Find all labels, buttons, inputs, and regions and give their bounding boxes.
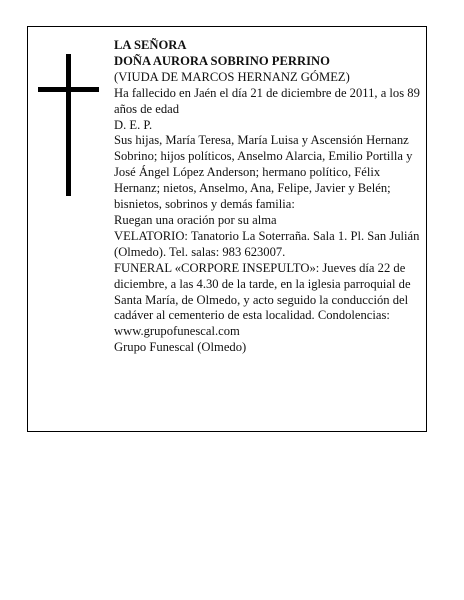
wake-paragraph: VELATORIO: Tanatorio La Soterraña. Sala 1. Pl. San Julián (Olmedo). Tel. salas: 983 623007. bbox=[114, 228, 420, 259]
cross-vertical-bar bbox=[66, 54, 71, 196]
family-paragraph: Sus hijas, María Teresa, María Luisa y Ascensión Hernanz Sobrino; hijos políticos, Anselmo Alarcia, Emilio Portilla y José Ángel López Anderson; hermano político, Félix Hernanz; nietos, Anselmo, Ana, Felipe, Javier y Belén; bisnietos, sobrinos y demás familia: bbox=[114, 133, 413, 212]
funeral-paragraph: FUNERAL «CORPORE INSEPULTO»: Jueves día 22 de diciembre, a las 4.30 de la tarde, en la iglesia parroquial de Santa María, de Olmedo, y acto seguido la conducción del cadáver al cementerio de esta localidad. Condolencias: www.grupofunescal.com bbox=[114, 260, 411, 339]
widow-of-line: (VIUDA DE MARCOS HERNANZ GÓMEZ) bbox=[114, 69, 350, 84]
death-line: Ha fallecido en Jaén el día 21 de diciembre de 2011, a los 89 años de edad bbox=[114, 85, 420, 116]
cross-horizontal-bar bbox=[38, 87, 99, 92]
obituary-text bbox=[114, 38, 420, 356]
prayer-line: Ruegan una oración por su alma bbox=[114, 212, 277, 227]
company-line: Grupo Funescal (Olmedo) bbox=[114, 340, 247, 355]
notice-heading: LA SEÑORA bbox=[114, 38, 187, 52]
deceased-name: DOÑA AURORA SOBRINO PERRINO bbox=[114, 53, 330, 68]
rip-line: D. E. P. bbox=[114, 117, 153, 132]
